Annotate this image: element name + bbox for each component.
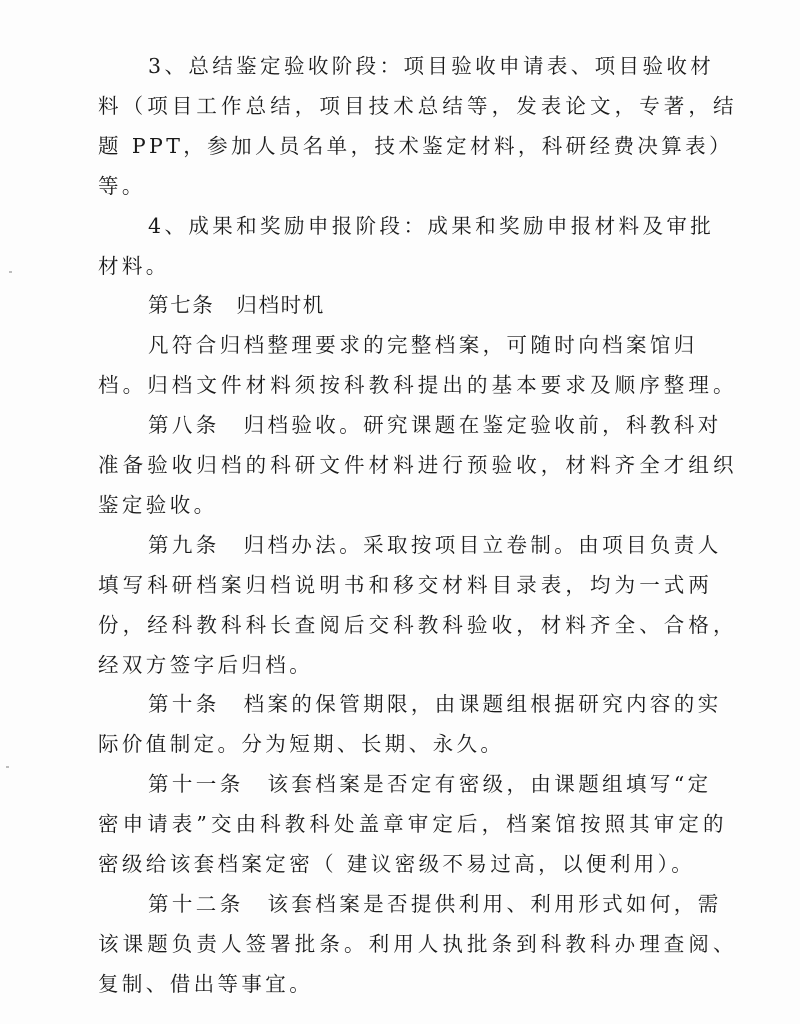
text-line: 档。归档文件材料须按科教科提出的基本要求及顺序整理。 <box>98 373 738 397</box>
text-line: 经双方签字后归档。 <box>98 653 314 677</box>
text-line: 等。 <box>98 174 146 198</box>
text-line: 份，经科教科科长查阅后交科教科验收，材料齐全、合格， <box>98 613 738 637</box>
text-line: 密级给该套档案定密（ 建议密级不易过高，以便利用）。 <box>98 852 696 876</box>
section-heading: 第七条 归档时机 <box>148 293 325 317</box>
scan-mark <box>9 271 12 273</box>
text-line: 材料。 <box>98 254 170 278</box>
text-line: 鉴定验收。 <box>98 493 218 517</box>
text-line: 第十条 档案的保管期限，由课题组根据研究内容的实 <box>148 692 722 716</box>
text-line: 料（项目工作总结，项目技术总结等，发表论文，专著，结 <box>98 94 738 118</box>
text-line: 第十二条 该套档案是否提供利用、利用形式如何，需 <box>148 892 722 916</box>
text-line: 3、总结鉴定验收阶段：项目验收申请表、项目验收材 <box>148 54 715 78</box>
text-line: 复制、借出等事宜。 <box>98 972 314 996</box>
text-line: 密申请表”交由科教科处盖章审定后，档案馆按照其审定的 <box>98 812 728 836</box>
text-line: 准备验收归档的科研文件材料进行预验收，材料齐全才组织 <box>98 453 738 477</box>
text-line: 第十一条 该套档案是否定有密级，由课题组填写“定 <box>148 772 712 796</box>
text-line: 4、成果和奖励申报阶段：成果和奖励申报材料及审批 <box>148 214 715 238</box>
text-line: 题 PPT，参加人员名单，技术鉴定材料，科研经费决算表） <box>98 134 733 158</box>
text-line: 第八条 归档验收。研究课题在鉴定验收前，科教科对 <box>148 413 722 437</box>
text-line: 凡符合归档整理要求的完整档案，可随时向档案馆归 <box>148 333 698 357</box>
text-line: 填写科研档案归档说明书和移交材料目录表，均为一式两 <box>98 573 713 597</box>
text-line: 该课题负责人签署批条。利用人执批条到科教科办理查阅、 <box>98 932 738 956</box>
text-line: 第九条 归档办法。采取按项目立卷制。由项目负责人 <box>148 533 722 557</box>
scan-mark <box>6 766 9 768</box>
text-line: 际价值制定。分为短期、长期、永久。 <box>98 732 505 756</box>
